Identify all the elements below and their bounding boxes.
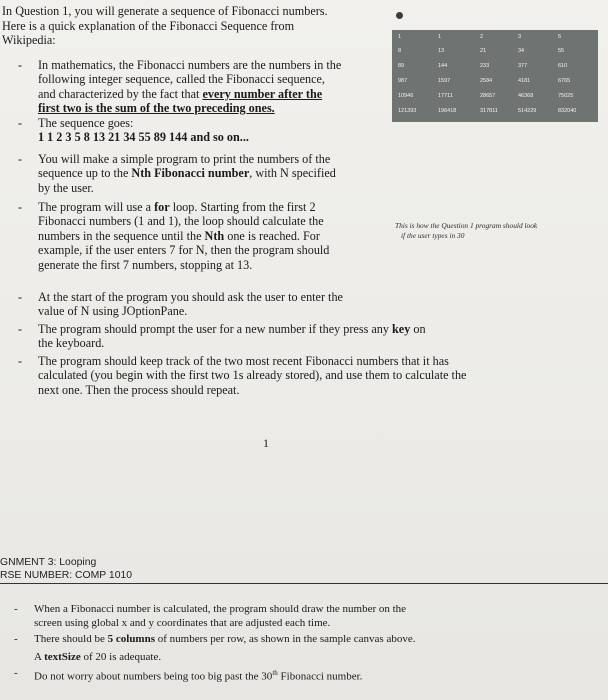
canvas-number: 55 [558, 48, 565, 54]
bullet-overflow: - Do not worry about numbers being too big past the 30th Fibonacci number. [14, 667, 363, 683]
text-line: At the start of the program you should ask the user to enter the [38, 290, 343, 304]
canvas-number: 5 [558, 34, 562, 40]
sample-canvas [392, 30, 598, 122]
bullet-for-loop: - The program will use a for loop. Starting from the first 2 Fibonacci numbers (1 and 1), the loop should calculate the numbers in the sequence until the Nth one is reached. For example, if the user enters 7 for N, then the program should generate the first 7 numbers, stopping at 13. [18, 200, 330, 272]
text-line: The program should prompt the user for a new number if they press any key on [38, 322, 426, 336]
text-line: by the user. [38, 180, 94, 195]
canvas-number: 13 [438, 48, 445, 54]
canvas-number: 2 [480, 34, 484, 40]
bullet-definition: - In mathematics, the Fibonacci numbers are the numbers in the following integer sequence, called the Fibonacci sequence, and characterized by the fact that every number after the first two is the sum of the two preceding ones. [18, 58, 342, 116]
canvas-caption [395, 221, 605, 241]
canvas-number: 6765 [558, 78, 571, 84]
intro-line: In Question 1, you will generate a sequence of Fibonacci numbers. [2, 4, 328, 18]
text-line: sequence up to the Nth Fibonacci number, with N specified [38, 166, 336, 181]
text-line: The sequence goes: [38, 116, 134, 130]
canvas-number: 121393 [398, 108, 417, 114]
text-line: first two is the sum of the two preceding ones. [38, 101, 275, 116]
intro-line: Here is a quick explanation of the Fibonacci Sequence from [2, 18, 295, 33]
canvas-number: 1597 [438, 78, 451, 84]
header-rule [0, 583, 608, 584]
text-line: There should be 5 columns of numbers per row, as shown in the sample canvas above. [34, 633, 416, 645]
text-line: When a Fibonacci number is calculated, the program should draw the number on the [34, 603, 407, 615]
bullet-joptionpane: - At the start of the program you should ask the user to enter the value of N using JOptionPane. [18, 290, 343, 319]
text-line: The program should keep track of the two most recent Fibonacci numbers that it has [38, 354, 449, 368]
text-line: You will make a simple program to print the numbers of the [38, 152, 331, 166]
text-line: following integer sequence, called the Fibonacci sequence, [38, 72, 325, 87]
canvas-number: 34 [518, 48, 525, 54]
intro-paragraph [2, 4, 382, 48]
bullet-prompt: - The program should prompt the user for a new number if they press any key on the keyboard. [18, 322, 426, 351]
intro-line: Wikipedia: [2, 33, 56, 47]
caption-line: This is how the Question 1 program should look [395, 221, 538, 230]
sequence-text: 1 1 2 3 5 8 13 21 34 55 89 144 and so on... [38, 130, 249, 145]
text-line: numbers in the sequence until the Nth one is reached. For [38, 228, 320, 243]
canvas-number: 46368 [518, 93, 534, 99]
bullet-task: - You will make a simple program to print the numbers of the sequence up to the Nth Fibonacci number, with N specified by the user. [18, 152, 336, 195]
canvas-number: 8 [398, 48, 402, 54]
text-line: A textSize of 20 is adequate. [34, 651, 162, 663]
canvas-number: 75025 [558, 93, 574, 99]
bullet-dot-icon [396, 12, 403, 19]
canvas-number: 144 [438, 63, 448, 69]
canvas-number: 1 [398, 34, 402, 40]
canvas-number: 28657 [480, 93, 496, 99]
canvas-number: 377 [518, 63, 528, 69]
caption-line: if the user types in 30 [401, 231, 465, 240]
canvas-number: 610 [558, 63, 568, 69]
page-number: 1 [263, 436, 269, 450]
canvas-number: 2584 [480, 78, 493, 84]
page-header [0, 557, 132, 582]
canvas-number: 196418 [438, 108, 457, 114]
canvas-number: 832040 [558, 108, 577, 114]
text-line: In mathematics, the Fibonacci numbers are the numbers in the [38, 58, 342, 72]
bullet-sequence: - The sequence goes: 1 1 2 3 5 8 13 21 34 55 89 144 and so on... [18, 116, 249, 145]
text-line: next one. Then the process should repeat. [38, 382, 240, 397]
canvas-number: 1 [438, 34, 442, 40]
canvas-number: 17711 [438, 93, 453, 99]
text-line: screen using global x and y coordinates that are adjusted each time. [34, 617, 331, 629]
bullet-textsize [34, 650, 161, 664]
assignment-title: GNMENT 3: Looping [0, 557, 97, 568]
text-line: and characterized by the fact that every number after the [38, 86, 323, 101]
canvas-number: 10946 [398, 93, 414, 99]
bullet-tracking: - The program should keep track of the two most recent Fibonacci numbers that it has calculated (you begin with the first two 1s already stored), and use them to calculate the next one. Then the process should repeat. [18, 354, 467, 397]
canvas-number: 233 [480, 63, 490, 69]
course-number: RSE NUMBER: COMP 1010 [0, 569, 133, 581]
canvas-number: 21 [480, 48, 487, 54]
text-line: Fibonacci numbers (1 and 1), the loop should calculate the [38, 214, 324, 229]
bullet-columns: - There should be 5 columns of numbers per row, as shown in the sample canvas above. [14, 633, 416, 645]
bullet-draw: - When a Fibonacci number is calculated, the program should draw the number on the screen using global x and y coordinates that are adjusted each time. [14, 603, 407, 629]
text-line: value of N using JOptionPane. [38, 304, 188, 319]
text-line: calculated (you begin with the first two 1s already stored), and use them to calculate the [38, 368, 467, 383]
text-line: generate the first 7 numbers, stopping at 13. [38, 257, 253, 272]
canvas-number: 4181 [518, 78, 531, 84]
text-line: The program will use a for loop. Starting from the first 2 [38, 200, 316, 214]
canvas-number: 514229 [518, 108, 537, 114]
text-line: example, if the user enters 7 for N, then the program should [38, 243, 330, 258]
canvas-number: 987 [398, 78, 408, 84]
text-line: the keyboard. [38, 336, 105, 351]
canvas-number: 3 [518, 34, 522, 40]
canvas-number: 317811 [480, 108, 498, 114]
text-line: Do not worry about numbers being too big past the 30th Fibonacci number. [34, 669, 363, 683]
canvas-number: 89 [398, 63, 405, 69]
